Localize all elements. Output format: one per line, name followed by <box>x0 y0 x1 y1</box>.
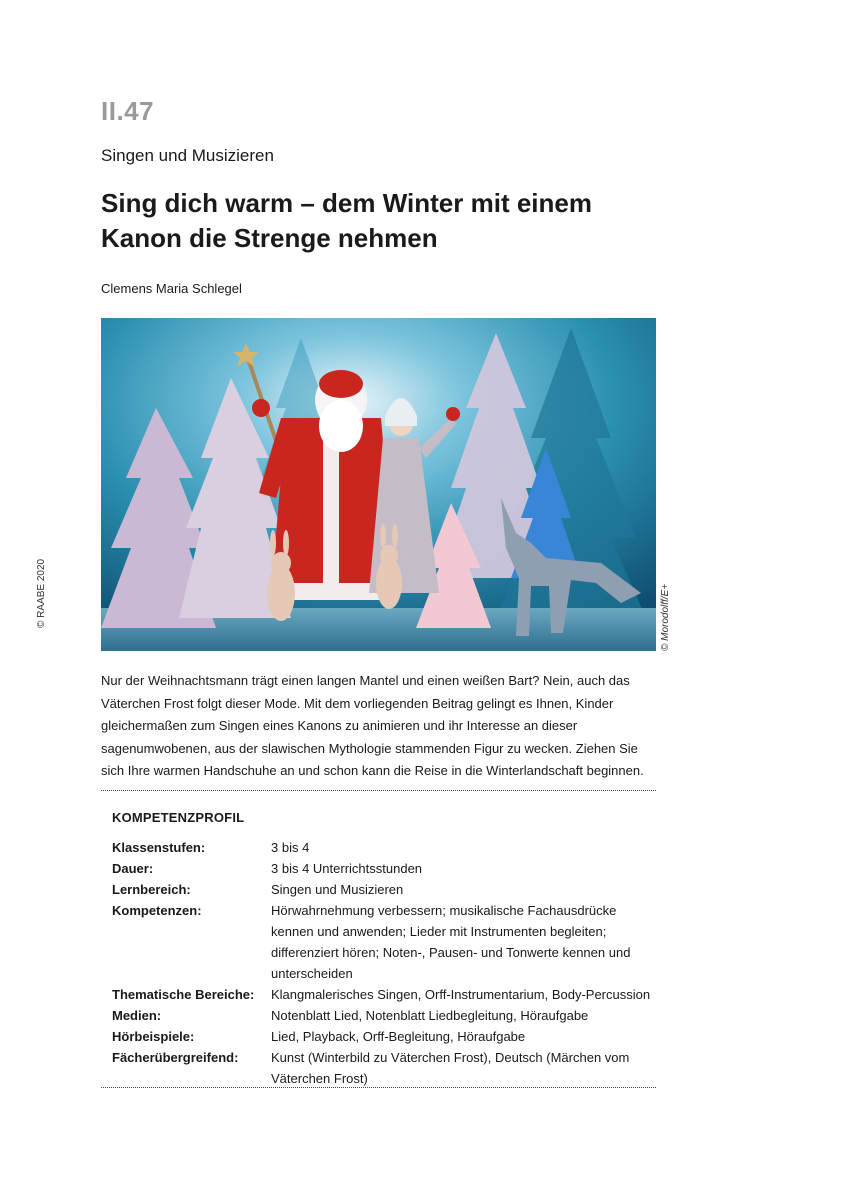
profile-value: Singen und Musizieren <box>271 882 404 897</box>
divider-top <box>101 790 656 791</box>
profile-value: Lied, Playback, Orff-Begleitung, Höraufgabe <box>271 1029 526 1044</box>
page-title <box>101 186 701 256</box>
profile-label: Klassenstufen: <box>112 840 206 855</box>
profile-label: Lernbereich: <box>112 882 191 897</box>
profile-label: Dauer: <box>112 861 154 876</box>
title-line-1: Sing dich warm – dem Winter mit einem <box>101 188 592 218</box>
profile-value: Hörwahrnehmung verbessern; musikalische Fachausdrücke kennen und anwenden; Lieder mit Instrumenten begleiten; differenziert hören; Noten-, Pausen- und Tonwerte kennen und unterscheiden <box>271 903 631 981</box>
profile-value: 3 bis 4 <box>271 840 310 855</box>
title-line-2: Kanon die Strenge nehmen <box>101 223 438 253</box>
copyright-notice: © RAABE 2020 <box>36 558 47 628</box>
profile-value: Notenblatt Lied, Notenblatt Liedbegleitung, Höraufgabe <box>271 1008 589 1023</box>
profile-value: 3 bis 4 Unterrichtsstunden <box>271 861 423 876</box>
profile-row <box>112 1047 657 1089</box>
profile-row <box>112 1005 657 1026</box>
profile-label: Medien: <box>112 1008 162 1023</box>
profile-row <box>112 879 657 900</box>
profile-label: Kompetenzen: <box>112 903 202 918</box>
profile-label: Thematische Bereiche: <box>112 987 255 1002</box>
profile-row <box>112 837 657 858</box>
profile-row <box>112 900 657 984</box>
section-number: II.47 <box>101 96 155 126</box>
winter-scene-photo <box>101 318 656 651</box>
competence-profile-table <box>112 837 657 1089</box>
competence-profile-heading: KOMPETENZPROFIL <box>112 810 245 825</box>
author: Clemens Maria Schlegel <box>101 281 242 296</box>
profile-label: Fächerübergreifend: <box>112 1050 239 1065</box>
profile-row <box>112 984 657 1005</box>
profile-value: Kunst (Winterbild zu Väterchen Frost), Deutsch (Märchen vom Väterchen Frost) <box>271 1050 630 1086</box>
intro-paragraph: Nur der Weihnachtsmann trägt einen langen Mantel und einen weißen Bart? Nein, auch das Väterchen Frost folgt dieser Mode. Mit dem vorliegenden Beitrag gelingt es Ihnen, Kinder gleichermaßen zum Singen eines Kanons zu animieren und ihr Interesse an dieser sagenumwobenen, aus der slawischen Mythologie stammenden Figur zu wecken. Ziehen Sie sich Ihre warmen Handschuhe an und schon kann die Reise in die Winterlandschaft beginnen. <box>101 673 644 778</box>
profile-label: Hörbeispiele: <box>112 1029 195 1044</box>
profile-row <box>112 858 657 879</box>
divider-bottom <box>101 1087 656 1088</box>
profile-value: Klangmalerisches Singen, Orff-Instrumentarium, Body-Percussion <box>271 987 651 1002</box>
subject-heading: Singen und Musizieren <box>101 146 274 165</box>
profile-row <box>112 1026 657 1047</box>
photo-credit: © Morodolff/E+ <box>660 583 671 651</box>
